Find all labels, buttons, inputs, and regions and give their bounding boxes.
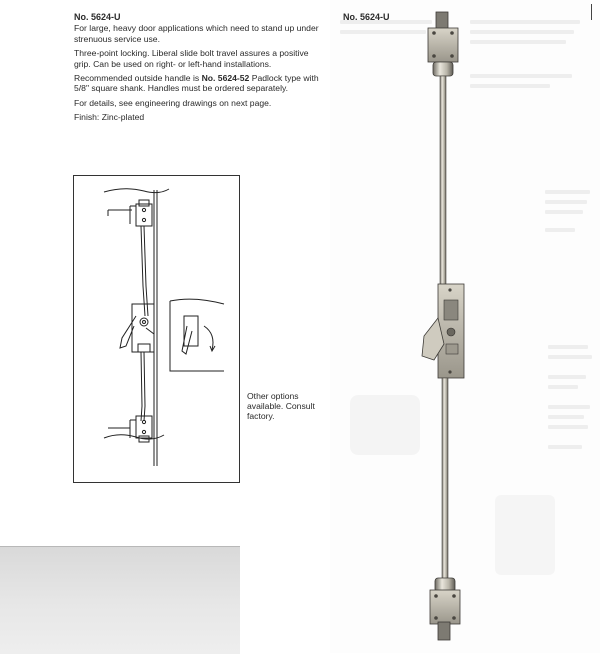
lower-bolt-rod: [144, 352, 145, 421]
top-bolt-guide: [130, 200, 152, 226]
bottom-bolt-assembly: [430, 578, 460, 640]
door-lock-line-art: [74, 176, 239, 482]
product-title: No. 5624-U: [74, 12, 121, 22]
outside-handle-inset: [170, 299, 224, 371]
bleed-through-text: [548, 385, 578, 389]
bleed-through-text: [545, 190, 590, 194]
bleed-through-text: [548, 415, 584, 419]
bleed-through-text: [548, 405, 590, 409]
center-lock-case: [422, 284, 464, 378]
product-description: [74, 12, 324, 127]
recommendation-text: Recommended outside handle is: [74, 73, 200, 84]
door-top-break-line: [104, 189, 169, 193]
door-bottom-break-line: [104, 435, 164, 439]
product-photo: [400, 0, 510, 653]
handle-recommendation: [74, 73, 324, 94]
bleed-through-text: [545, 228, 575, 232]
top-bolt-assembly: [428, 12, 458, 76]
details-note: For details, see engineering drawings on next page.: [74, 97, 272, 108]
gray-scan-block: [0, 546, 240, 654]
lower-rod: [442, 378, 448, 582]
installation-drawing: [73, 175, 240, 483]
page-edge-mark: [591, 4, 592, 20]
lower-bolt-rod: [141, 352, 142, 421]
upper-rod: [440, 76, 446, 286]
bleed-through-text: [548, 425, 588, 429]
bleed-through-text: [548, 375, 586, 379]
description-paragraph: For large, heavy door applications which need to stand up under strenuous service use.: [74, 23, 319, 44]
description-paragraph: Three-point locking. Liberal slide bolt travel assures a positive grip. Can be used on right- or left-hand installations.: [74, 48, 309, 69]
bleed-through-text: [548, 355, 592, 359]
three-point-lock-illustration: [400, 0, 510, 653]
bleed-through-text: [548, 345, 588, 349]
handle-model-number: No. 5624-52: [201, 73, 250, 84]
bleed-through-text: [545, 200, 587, 204]
options-note: Other options available. Consult factory.: [247, 391, 315, 422]
finish-note: Finish: Zinc-plated: [74, 112, 145, 123]
recommendation-text: Padlock type with 5/8" square shank. Handles must be ordered separately.: [74, 73, 319, 94]
center-lock-mechanism: [120, 304, 154, 352]
right-page-title: No. 5624-U: [343, 12, 390, 22]
bleed-through-text: [548, 445, 582, 449]
bleed-through-text: [545, 210, 583, 214]
